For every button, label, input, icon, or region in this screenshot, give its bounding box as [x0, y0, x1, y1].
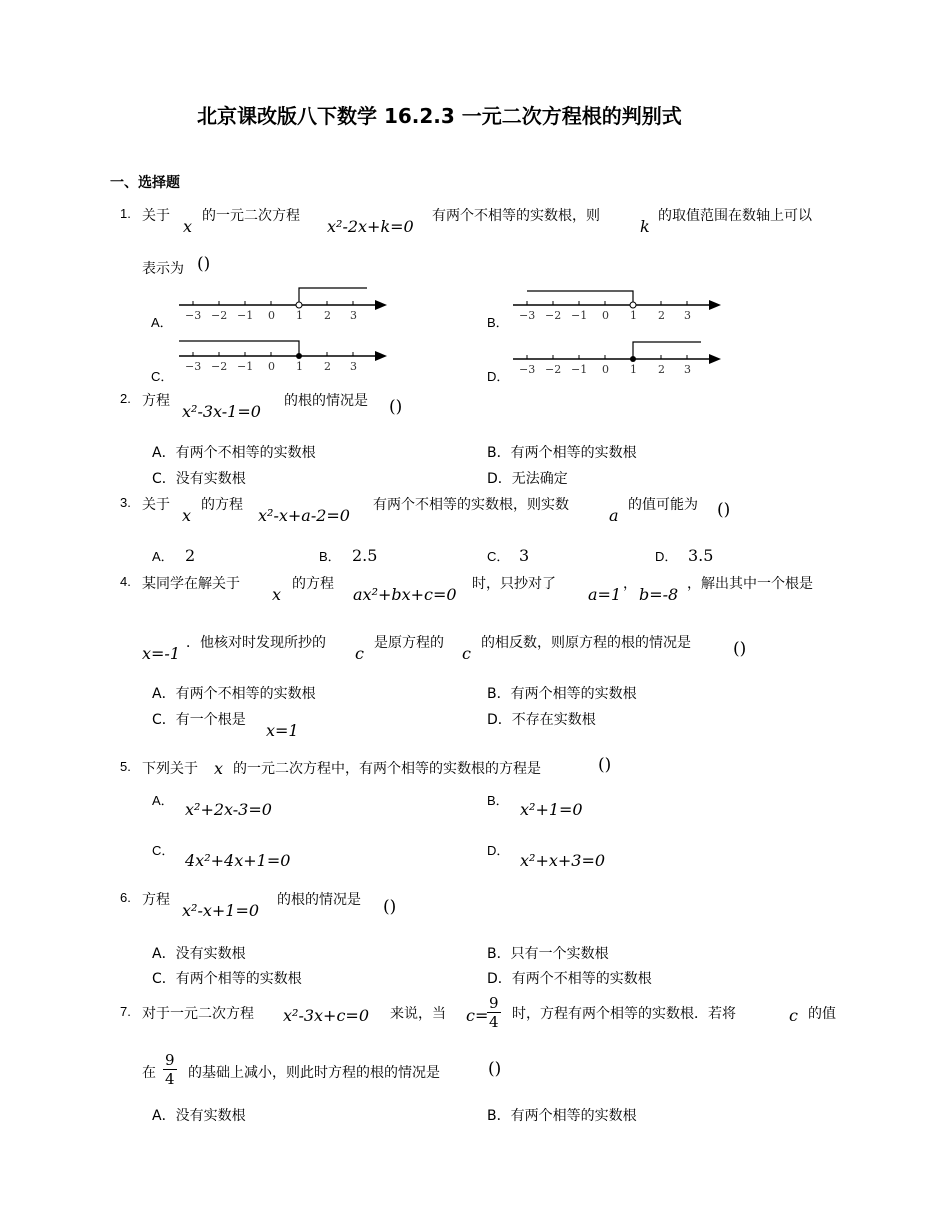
question-text: 的根的情况是	[284, 393, 368, 409]
equation: x²-x+1=0	[182, 901, 260, 920]
question-text: 的基础上减小，则此时方程的根的情况是	[188, 1065, 440, 1081]
tick-label: −2	[211, 360, 228, 373]
option-label[interactable]: C．	[152, 843, 175, 858]
variable: x	[183, 217, 193, 236]
question-text: 下列关于	[142, 761, 198, 777]
question-text: 关于	[142, 208, 170, 224]
option-label[interactable]: B．	[319, 549, 341, 564]
question-text: 是原方程的	[374, 635, 444, 651]
tick-label: 2	[324, 309, 331, 322]
option-equation[interactable]: x²+x+3=0	[520, 851, 606, 870]
question-text: 有两个不相等的实数根，则实数	[373, 497, 569, 513]
tick-label: 0	[268, 309, 275, 322]
tick-label: −2	[545, 363, 562, 376]
question-number: 6.	[120, 890, 131, 905]
option-label[interactable]: A．	[152, 793, 174, 808]
option-b[interactable]: B．只有一个实数根	[487, 946, 609, 962]
question-text: 的相反数，则原方程的根的情况是	[481, 635, 691, 651]
option-d[interactable]: D．不存在实数根	[487, 712, 596, 728]
question-text: 的方程	[201, 497, 243, 513]
option-label[interactable]: D．	[655, 549, 678, 564]
equation: x=-1	[142, 644, 181, 663]
option-a[interactable]: A．没有实数根	[152, 1108, 246, 1124]
equation: x²-3x+c=0	[283, 1006, 369, 1025]
tick-label: −1	[571, 309, 588, 322]
option-label[interactable]: B．	[487, 793, 509, 808]
question-text: 的一元二次方程中，有两个相等的实数根的方程是	[233, 761, 541, 777]
option-d[interactable]: D．有两个不相等的实数根	[487, 971, 652, 987]
answer-paren: ()	[389, 397, 403, 417]
tick-label: 1	[630, 363, 637, 376]
variable: x	[214, 759, 224, 778]
question-text: 表示为	[142, 261, 184, 277]
fraction: $\frac{9}{4}$	[165, 1051, 175, 1088]
option-label[interactable]: C．	[151, 369, 174, 384]
question-text: 来说，当	[390, 1006, 446, 1022]
question-text: 的值可能为	[628, 497, 698, 513]
number-line-c	[175, 336, 390, 376]
question-text: 在	[142, 1065, 156, 1081]
option-label[interactable]: D．	[487, 843, 510, 858]
variable: a	[609, 506, 619, 525]
option-label[interactable]: D．	[487, 369, 510, 384]
tick-label: −3	[519, 363, 536, 376]
answer-paren: ()	[488, 1059, 502, 1079]
tick-label: 0	[602, 309, 609, 322]
option-label[interactable]: C．	[487, 549, 510, 564]
tick-label: −3	[519, 309, 536, 322]
variable: c	[462, 644, 471, 663]
question-text: 的值	[808, 1006, 836, 1022]
question-number: 7.	[120, 1004, 131, 1019]
option-b[interactable]: B．有两个相等的实数根	[487, 1108, 637, 1124]
answer-paren: ()	[598, 755, 612, 775]
page-title: 北京课改版八下数学 16.2.3 一元二次方程根的判别式	[197, 104, 682, 128]
question-number: 1.	[120, 206, 131, 221]
equation: x²-3x-1=0	[182, 402, 261, 421]
answer-paren: ()	[733, 639, 747, 659]
question-text: 方程	[142, 393, 170, 409]
question-text: ，解出其中一个根是	[687, 576, 813, 592]
tick-label: 1	[630, 309, 637, 322]
option-a[interactable]: A．有两个不相等的实数根	[152, 686, 316, 702]
question-text: 对于一元二次方程	[142, 1006, 254, 1022]
tick-label: 3	[684, 309, 691, 322]
tick-label: −1	[237, 309, 254, 322]
equation: x²-x+a-2=0	[258, 506, 350, 525]
question-text: 有两个不相等的实数根，则	[432, 208, 600, 224]
question-number: 5.	[120, 759, 131, 774]
question-number: 4.	[120, 574, 131, 589]
question-number: 3.	[120, 495, 131, 510]
variable: x	[182, 506, 192, 525]
question-text: 的一元二次方程	[202, 208, 300, 224]
question-text: 关于	[142, 497, 170, 513]
tick-label: 3	[350, 360, 357, 373]
tick-label: 2	[324, 360, 331, 373]
question-text: 时，方程有两个相等的实数根．若将	[512, 1006, 736, 1022]
option-a[interactable]: A．有两个不相等的实数根	[152, 445, 316, 461]
answer-paren: ()	[383, 897, 397, 917]
equation: b=-8	[639, 585, 679, 604]
option-b[interactable]: B．有两个相等的实数根	[487, 686, 637, 702]
fraction: $\frac{9}{4}$	[489, 994, 499, 1031]
option-c[interactable]: C．有一个根是	[152, 712, 246, 728]
equation: ax²+bx+c=0	[353, 585, 457, 604]
question-text: 的根的情况是	[277, 892, 361, 908]
tick-label: 2	[658, 363, 665, 376]
number-line-b	[509, 283, 724, 323]
answer-paren: ()	[717, 500, 731, 520]
equation: x²-2x+k=0	[327, 217, 414, 236]
question-text: 时，只抄对了	[472, 576, 556, 592]
tick-label: 1	[296, 309, 303, 322]
option-equation[interactable]: 4x²+4x+1=0	[185, 851, 291, 870]
section-heading: 一、选择题	[110, 175, 180, 191]
tick-label: −2	[211, 309, 228, 322]
tick-label: −3	[185, 360, 202, 373]
tick-label: 0	[268, 360, 275, 373]
variable: k	[640, 217, 650, 236]
option-d[interactable]: D．无法确定	[487, 471, 568, 487]
option-a[interactable]: A．没有实数根	[152, 946, 246, 962]
option-b[interactable]: B．有两个相等的实数根	[487, 445, 637, 461]
tick-label: −1	[571, 363, 588, 376]
question-text: 的取值范围在数轴上可以	[658, 208, 812, 224]
option-equation[interactable]: x²+1=0	[520, 800, 583, 819]
answer-paren: ()	[197, 254, 211, 274]
question-text: 某同学在解关于	[142, 576, 240, 592]
number-line-a	[175, 283, 390, 323]
question-text: 的方程	[292, 576, 334, 592]
option-value[interactable]: 2	[185, 546, 196, 565]
punctuation: ，	[623, 576, 637, 592]
option-c[interactable]: C．有两个相等的实数根	[152, 971, 302, 987]
tick-label: 2	[658, 309, 665, 322]
question-number: 2.	[120, 391, 131, 406]
option-value[interactable]: 3.5	[688, 546, 714, 565]
tick-label: −2	[545, 309, 562, 322]
option-value[interactable]: 3	[519, 546, 530, 565]
tick-label: 3	[350, 309, 357, 322]
variable: c	[355, 644, 364, 663]
variable: c	[789, 1006, 798, 1025]
tick-label: 1	[296, 360, 303, 373]
tick-label: −3	[185, 309, 202, 322]
tick-label: 0	[602, 363, 609, 376]
option-c-equation[interactable]: x=1	[266, 721, 299, 740]
question-text: ．他核对时发现所抄的	[186, 635, 326, 651]
option-c[interactable]: C．没有实数根	[152, 471, 246, 487]
equation: a=1	[588, 585, 622, 604]
question-text: 方程	[142, 892, 170, 908]
option-label[interactable]: B．	[487, 315, 509, 330]
option-label[interactable]: A．	[152, 549, 174, 564]
equation: c=	[466, 1006, 489, 1025]
option-equation[interactable]: x²+2x-3=0	[185, 800, 272, 819]
tick-label: 3	[684, 363, 691, 376]
option-label[interactable]: A．	[151, 315, 173, 330]
tick-label: −1	[237, 360, 254, 373]
option-value[interactable]: 2.5	[352, 546, 378, 565]
number-line-d	[509, 337, 724, 377]
variable: x	[272, 585, 282, 604]
